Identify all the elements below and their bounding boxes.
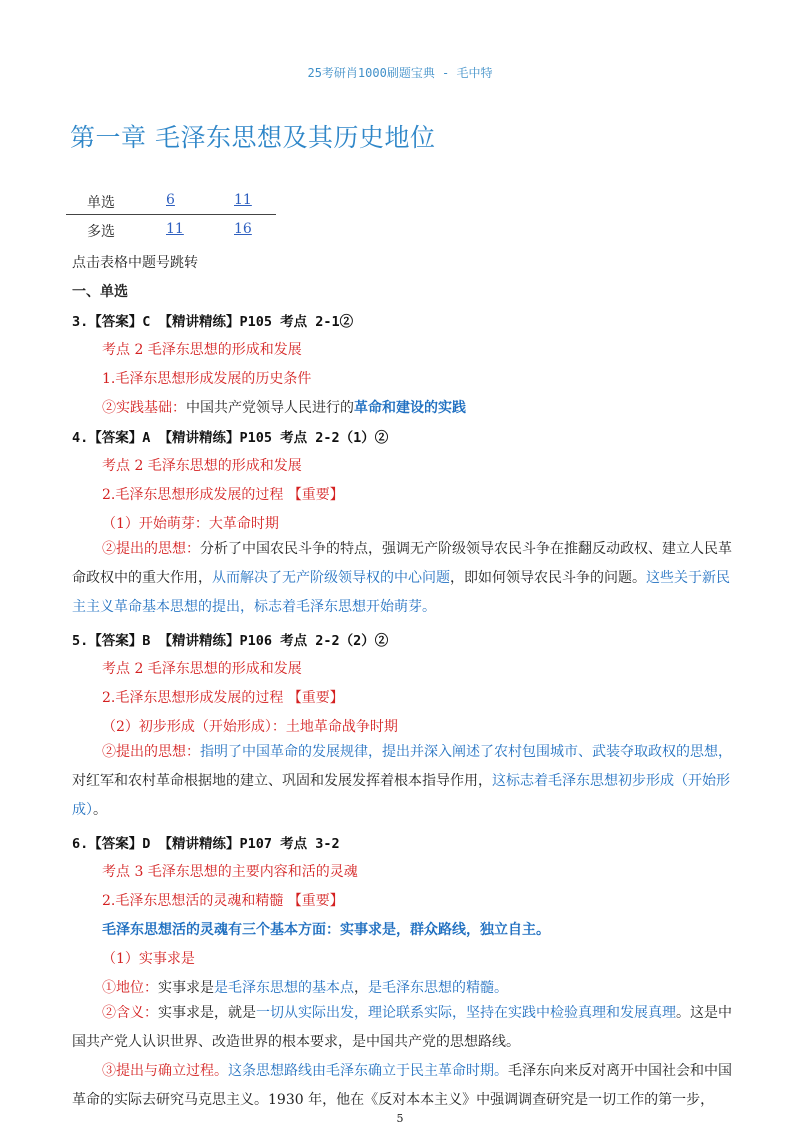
answer-line: 4.【答案】A 【精讲精练】P105 考点 2-2（1）② xyxy=(72,430,389,446)
question-link[interactable]: 11 xyxy=(234,192,252,208)
stage-line: （1）开始萌芽：大革命时期 xyxy=(102,516,279,532)
section-heading: 一、单选 xyxy=(72,284,128,300)
point-label: ②实践基础： xyxy=(102,400,186,416)
para-key: 一切从实际出发，理论联系实际，坚持在实践中检验真理和发展真理 xyxy=(256,1005,676,1021)
row-label: 单选 xyxy=(87,195,115,211)
topic-line: 考点 3 毛泽东思想的主要内容和活的灵魂 xyxy=(102,864,358,880)
topic-line: 考点 2 毛泽东思想的形成和发展 xyxy=(102,661,302,677)
para-text: 。这是中国共产党人认识世界、改造世界的根本要求，是中国共产党的思想路线。 xyxy=(72,1005,732,1050)
answer-line: 3.【答案】C 【精讲精练】P105 考点 2-1② xyxy=(72,314,354,330)
para-key: 从而解决了无产阶级领导权的中心问题 xyxy=(212,570,450,586)
para-key: 这标志着毛泽东思想初步形成（开始形成） xyxy=(72,773,730,818)
question-index-table xyxy=(66,186,276,243)
para-label: ①地位： xyxy=(102,980,158,996)
position-line xyxy=(102,977,508,997)
table-row xyxy=(66,215,276,243)
meaning-paragraph xyxy=(72,999,732,1057)
para-text: 毛泽东向来反对离开中国社会和中国革命的实际去研究马克思主义。1930 年，他在《反对本本主义》中强调调查研究是一切工作的第一步， xyxy=(72,1063,732,1108)
para-text: 实事求是，就是 xyxy=(158,1005,256,1021)
point-line xyxy=(102,397,466,417)
question-link[interactable]: 6 xyxy=(166,192,175,208)
subtopic-line: 2.毛泽东思想形成发展的过程 【重要】 xyxy=(102,690,344,706)
topic-line: 考点 2 毛泽东思想的形成和发展 xyxy=(102,458,302,474)
para-key: 是毛泽东思想的基本点 xyxy=(214,980,354,996)
question-link[interactable]: 11 xyxy=(166,221,184,237)
para-text: 分析了中国农民斗争的特点，强调无产阶级领导农民斗争在推翻反动政权、建立人民革命政权中的重大作用， xyxy=(72,541,732,586)
para-label: ②提出的思想： xyxy=(102,541,200,557)
chapter-title: 第一章 毛泽东思想及其历史地位 xyxy=(70,123,436,152)
para-key: 这条思想路线由毛泽东确立于民主革命时期。 xyxy=(228,1063,508,1079)
stage-line: （2）初步形成（开始形成）：土地革命战争时期 xyxy=(102,719,398,735)
para-text: 对红军和农村革命根据地的建立、巩固和发展发挥着根本指导作用， xyxy=(72,773,492,789)
para-text: ， xyxy=(354,980,368,996)
answer-line: 5.【答案】B 【精讲精练】P106 考点 2-2（2）② xyxy=(72,633,389,649)
jump-tip: 点击表格中题号跳转 xyxy=(72,255,198,271)
answer-line: 6.【答案】D 【精讲精练】P107 考点 3-2 xyxy=(72,836,340,852)
para-key: 是毛泽东思想的精髓。 xyxy=(368,980,508,996)
subtopic-line: 2.毛泽东思想形成发展的过程 【重要】 xyxy=(102,487,344,503)
question-link[interactable]: 16 xyxy=(234,221,252,237)
para-label: ②提出的思想： xyxy=(102,744,200,760)
para-label: ③提出与确立过程。 xyxy=(102,1063,228,1079)
explanation-paragraph xyxy=(72,738,732,825)
point-text: 中国共产党领导人民进行的 xyxy=(186,400,354,416)
point-key: 革命和建设的实践 xyxy=(354,400,466,416)
summary-line: 毛泽东思想活的灵魂有三个基本方面：实事求是，群众路线，独立自主。 xyxy=(102,922,550,938)
stage-line: （1）实事求是 xyxy=(102,951,195,967)
subtopic-line: 2.毛泽东思想活的灵魂和精髓 【重要】 xyxy=(102,893,344,909)
running-header: 25考研肖1000刷题宝典 - 毛中特 xyxy=(307,66,493,80)
para-key: 这些关于新民主主义革命基本思想的提出，标志着毛泽东思想开始萌芽。 xyxy=(72,570,730,615)
para-label: ②含义： xyxy=(102,1005,158,1021)
row-label: 多选 xyxy=(87,224,115,240)
explanation-paragraph xyxy=(72,535,732,622)
topic-line: 考点 2 毛泽东思想的形成和发展 xyxy=(102,342,302,358)
para-text: 。 xyxy=(93,802,107,818)
process-paragraph xyxy=(72,1057,732,1115)
para-key: 指明了中国革命的发展规律，提出并深入阐述了农村包围城市、武装夺取政权的思想， xyxy=(200,744,732,760)
table-row xyxy=(66,186,276,215)
subtopic-line: 1.毛泽东思想形成发展的历史条件 xyxy=(102,371,312,387)
para-text: ，即如何领导农民斗争的问题。 xyxy=(450,570,646,586)
page-number: 5 xyxy=(396,1112,404,1125)
para-text: 实事求是 xyxy=(158,980,214,996)
